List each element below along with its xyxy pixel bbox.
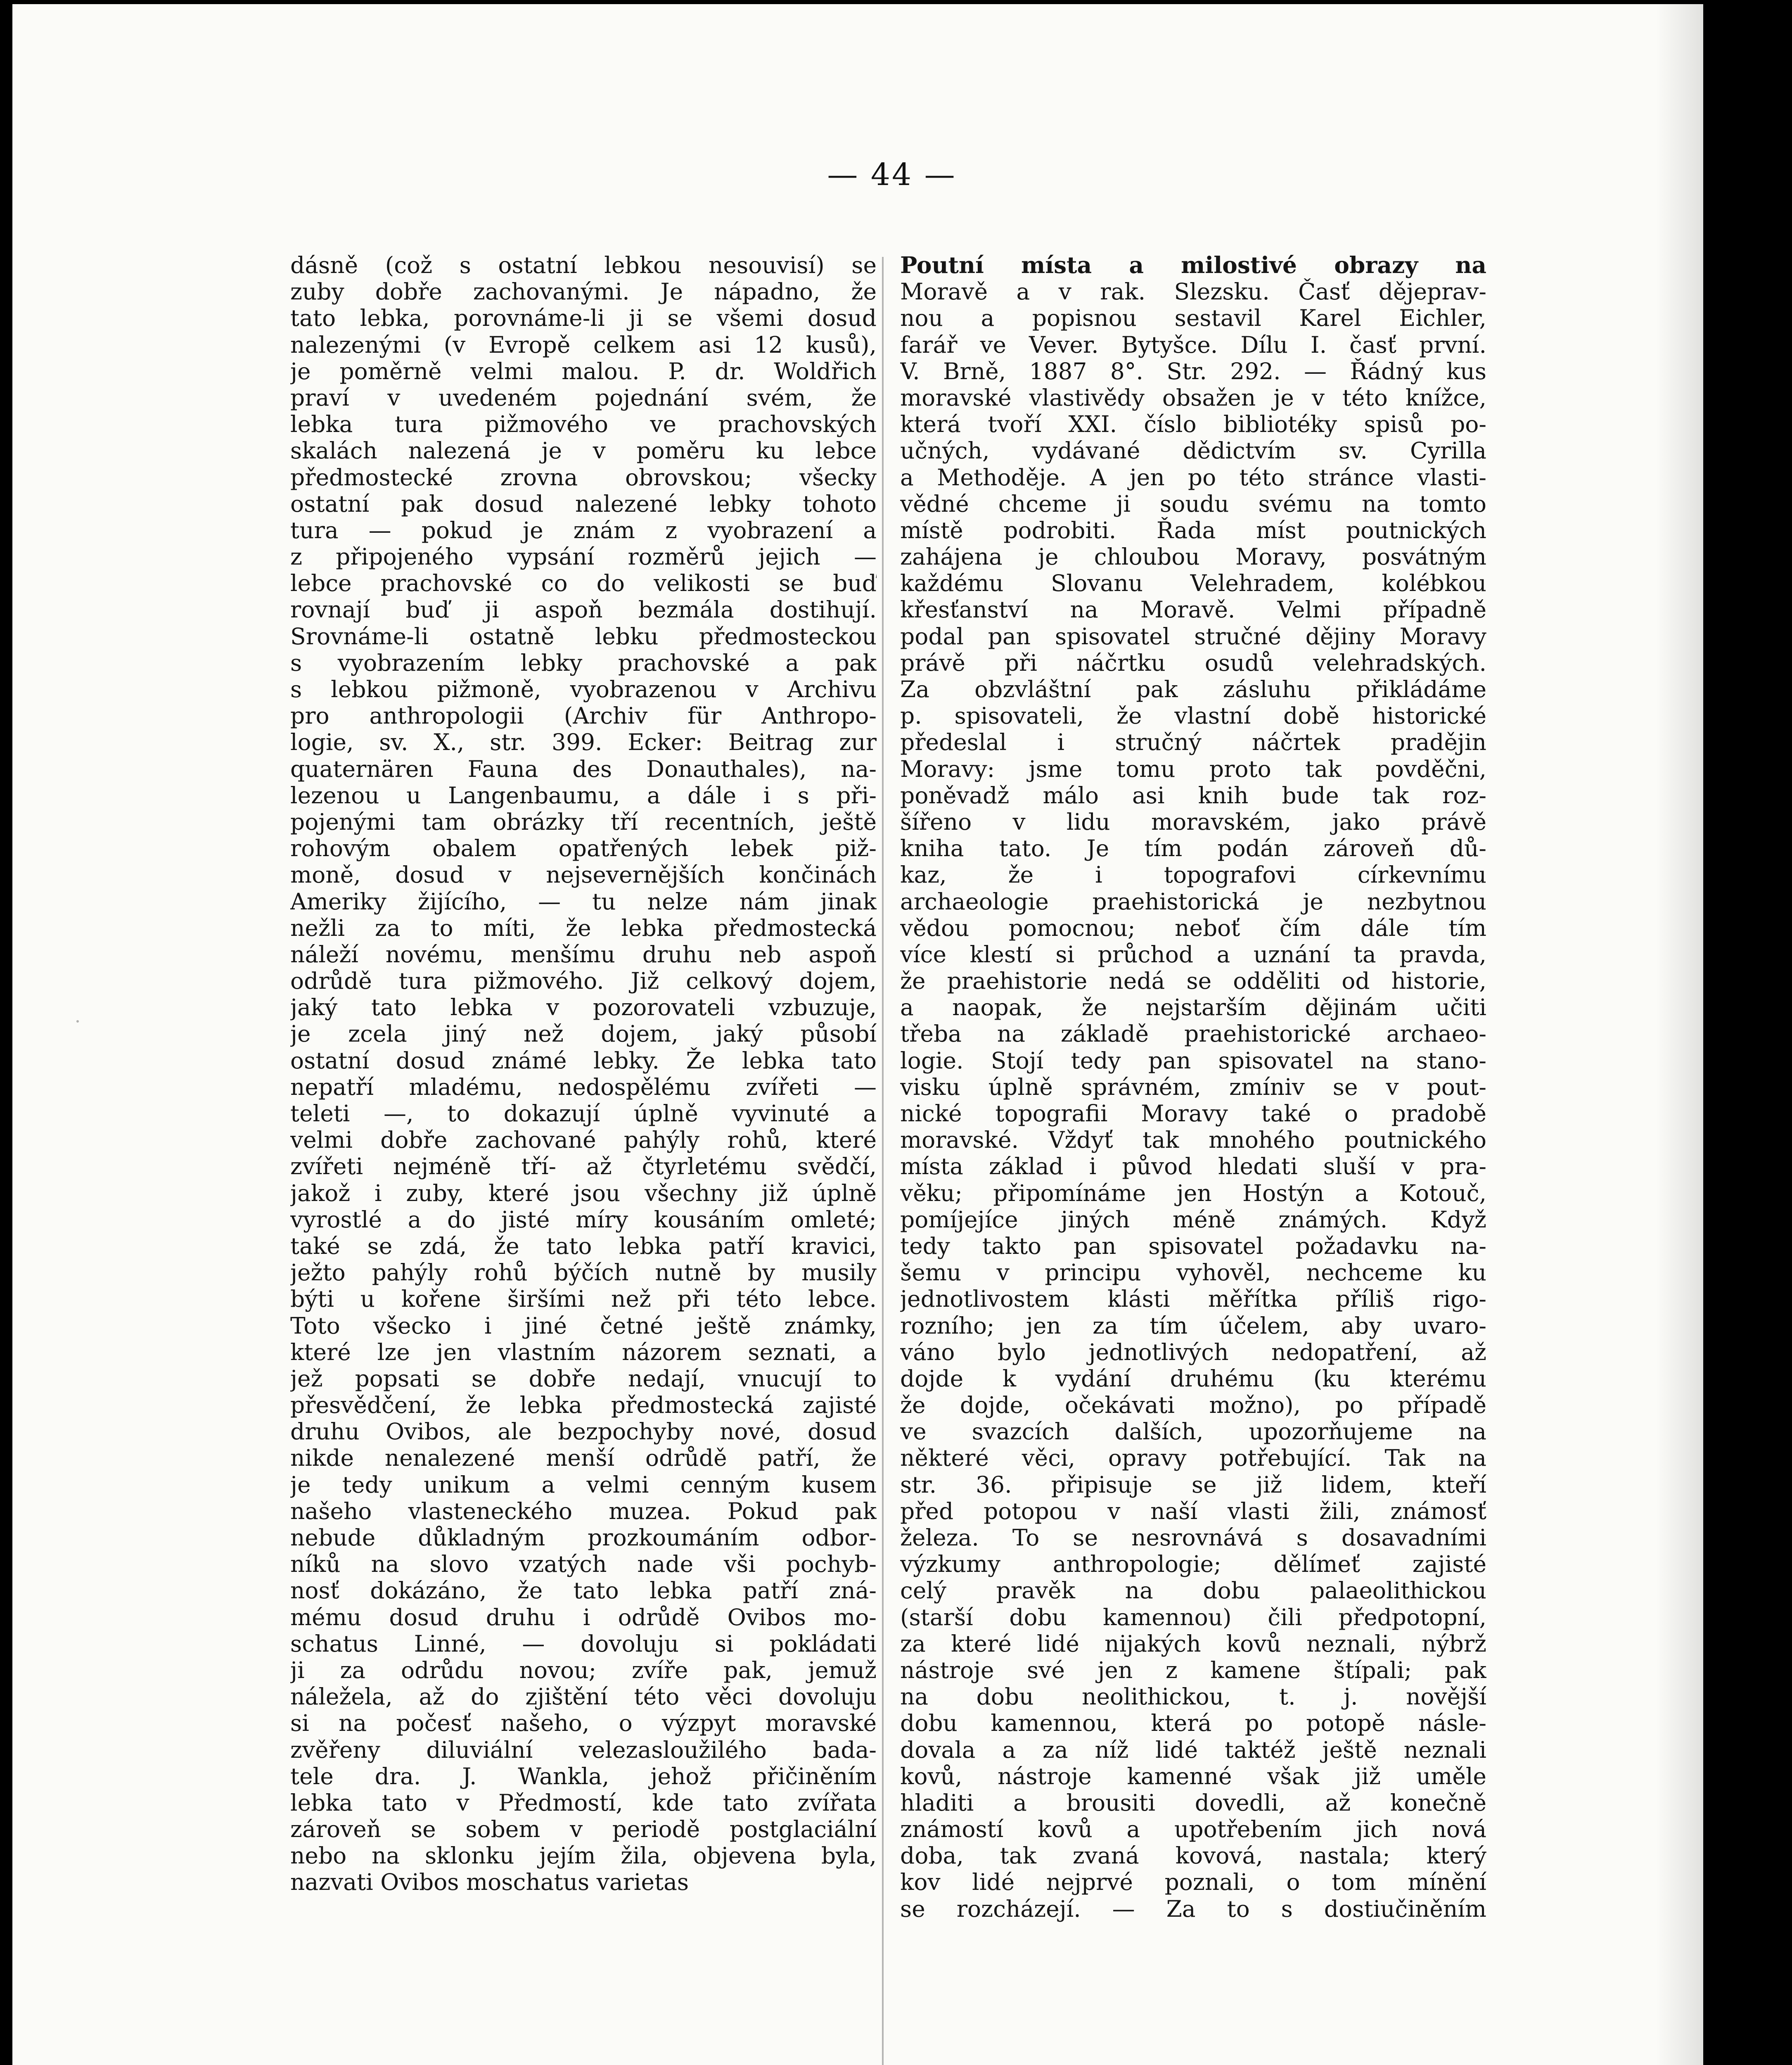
left-text-line: jež popsati se dobře nedají, vnucují to	[290, 1365, 877, 1392]
left-text-line: moně, dosud v nejsevernějších končinách	[290, 862, 877, 888]
right-text-line: která tvoří XXI. číslo bibliotéky spisů po-	[900, 411, 1486, 438]
right-text-line: Moravě a v rak. Slezsku. Časť dějeprav-	[900, 278, 1486, 305]
page-number: — 44 —	[827, 157, 957, 192]
right-text-line: Za obzvláštní pak zásluhu přikládáme	[900, 676, 1486, 703]
print-speck	[1317, 417, 1320, 420]
right-text-line: celý pravěk na dobu palaeolithickou	[900, 1577, 1486, 1604]
right-text-line: moravské. Vždyť tak mnohého poutnického	[900, 1127, 1486, 1154]
left-text-line: Ameriky žijícího, — tu nelze nám jinak	[290, 888, 877, 915]
left-text-line: náležela, až do zjištění této věci dovoluju	[290, 1683, 877, 1710]
left-text-line: jaký tato lebka v pozorovateli vzbuzuje,	[290, 994, 877, 1021]
right-text-line: podal pan spisovatel stručné dějiny Moravy	[900, 623, 1486, 650]
left-text-line: přesvědčení, že lebka předmostecká zajisté	[290, 1392, 877, 1419]
right-text-line: doba, tak zvaná kovová, nastala; který	[900, 1842, 1486, 1869]
left-text-line: druhu Ovibos, ale bezpochyby nové, dosud	[290, 1418, 877, 1445]
left-text-line: pojenými tam obrázky tří recentních, ještě	[290, 808, 877, 835]
right-text-line: a Methoděje. A jen po této stránce vlasti-	[900, 464, 1486, 491]
left-text-line: zvěřeny diluviální velezasloužilého bada-	[290, 1736, 877, 1763]
right-text-line: poněvadž málo asi knih bude tak roz-	[900, 782, 1486, 809]
right-text-line: tedy takto pan spisovatel požadavku na-	[900, 1232, 1486, 1259]
left-text-line: tura — pokud je znám z vyobrazení a	[290, 517, 877, 544]
left-text-line: pro anthropologii (Archiv für Anthropo-	[290, 703, 877, 729]
left-text-line: předmostecké zrovna obrovskou; všecky	[290, 464, 877, 491]
right-text-line: že dojde, očekávati možno), po případě	[900, 1392, 1486, 1419]
left-text-line: si na počesť našeho, o výzpyt moravské	[290, 1710, 877, 1737]
right-text-line: kov lidé nejprvé poznali, o tom mínění	[900, 1869, 1486, 1896]
right-text-line: šemu v principu vyhověl, nechceme ku	[900, 1259, 1486, 1286]
right-text-line: věku; připomínáme jen Hostýn a Kotouč,	[900, 1180, 1486, 1206]
left-text-line: quaternären Fauna des Donauthales), na-	[290, 755, 877, 782]
right-text-line: že praehistorie nedá se odděliti od historie,	[900, 968, 1486, 995]
right-text-line: vědné chceme ji soudu svému na tomto	[900, 490, 1486, 517]
right-text-line: nické topografii Moravy také o pradobě	[900, 1100, 1486, 1127]
print-speck	[76, 1020, 79, 1023]
right-text-line: výzkumy anthropologie; dělímeť zajisté	[900, 1551, 1486, 1578]
left-text-line: nebo na sklonku jejím žila, objevena byla,	[290, 1842, 877, 1869]
right-text-line: předeslal i stručný náčrtek pradějin	[900, 729, 1486, 756]
left-text-line: je zcela jiný než dojem, jaký působí	[290, 1021, 877, 1047]
right-text-line: šířeno v lidu moravském, jako právě	[900, 808, 1486, 835]
left-text-line: s lebkou pižmoně, vyobrazenou v Archivu	[290, 676, 877, 703]
right-text-line: farář ve Vever. Bytyšce. Dílu I. časť první.	[900, 331, 1486, 358]
left-text-line: velmi dobře zachované pahýly rohů, které	[290, 1127, 877, 1154]
left-text-line: tato lebka, porovnáme-li ji se všemi dosud	[290, 305, 877, 332]
right-text-line: kovů, nástroje kamenné však již uměle	[900, 1763, 1486, 1790]
left-text-line: nosť dokázáno, že tato lebka patří zná-	[290, 1577, 877, 1604]
right-text-line: učných, vydávané dědictvím sv. Cyrilla	[900, 437, 1486, 464]
right-text-line: některé věci, opravy potřebující. Tak na	[900, 1445, 1486, 1472]
right-text-line: logie. Stojí tedy pan spisovatel na stano-	[900, 1047, 1486, 1074]
left-text-line: schatus Linné, — dovoluju si pokládati	[290, 1630, 877, 1657]
left-text-line: našeho vlasteneckého muzea. Pokud pak	[290, 1498, 877, 1524]
right-text-line: každému Slovanu Velehradem, kolébkou	[900, 570, 1486, 597]
page-fold-shadow	[1656, 4, 1703, 2065]
right-text-line: nástroje své jen z kamene štípali; pak	[900, 1657, 1486, 1683]
left-text-line: je tedy unikum a velmi cenným kusem	[290, 1471, 877, 1498]
left-text-line: lebka tato v Předmostí, kde tato zvířata	[290, 1789, 877, 1816]
left-text-line: níků na slovo vzatých nade vši pochyb-	[290, 1551, 877, 1578]
right-text-line: za které lidé nijakých kovů neznali, nýbrž	[900, 1630, 1486, 1657]
right-text-line: visku úplně správném, zmíniv se v pout-	[900, 1073, 1486, 1100]
left-text-line: nazvati Ovibos moschatus varietas	[290, 1869, 689, 1896]
right-text-line: váno bylo jednotlivých nedopatření, až	[900, 1339, 1486, 1365]
right-text-line: archaeologie praehistorická je nezbytnou	[900, 888, 1486, 915]
right-text-line: právě při náčrtku osudů velehradských.	[900, 649, 1486, 676]
right-text-line: křesťanství na Moravě. Velmi případně	[900, 596, 1486, 623]
left-text-line: ji za odrůdu novou; zvíře pak, jemuž	[290, 1657, 877, 1683]
left-text-line: lebka tura pižmového ve prachovských	[290, 411, 877, 438]
right-text-line: více klestí si průchod a uznání ta pravda,	[900, 941, 1486, 968]
right-text-column	[900, 252, 1486, 2065]
right-text-line: V. Brně, 1887 8°. Str. 292. — Řádný kus	[900, 358, 1486, 385]
left-text-line: nikde nenalezené menší odrůdě patří, že	[290, 1445, 877, 1472]
right-text-line: známostí kovů a upotřebením jich nová	[900, 1816, 1486, 1843]
left-text-line: zároveň se sobem v periodě postglaciální	[290, 1816, 877, 1843]
right-text-line: nou a popisnou sestavil Karel Eichler,	[900, 305, 1486, 332]
left-text-line: které lze jen vlastním názorem seznati, a	[290, 1339, 877, 1365]
left-text-line: vyrostlé a do jisté míry kousáním omleté;	[290, 1206, 877, 1233]
right-text-line: ve svazcích dalších, upozorňujeme na	[900, 1418, 1486, 1445]
right-text-line: na dobu neolithickou, t. j. novější	[900, 1683, 1486, 1710]
left-text-line: rohovým obalem opatřených lebek piž-	[290, 835, 877, 862]
right-text-line: vědou pomocnou; neboť čím dále tím	[900, 914, 1486, 941]
right-text-line: dovala a za níž lidé taktéž ještě neznali	[900, 1736, 1486, 1763]
left-text-line: Srovnáme-li ostatně lebku předmosteckou	[290, 623, 877, 650]
left-text-line: býti u kořene širšími než při této lebce.	[290, 1286, 877, 1313]
right-text-line: moravské vlastivědy obsažen je v této knížce,	[900, 384, 1486, 411]
right-text-line: kniha tato. Je tím podán zároveň dů-	[900, 835, 1486, 862]
left-text-line: logie, sv. X., str. 399. Ecker: Beitrag zur	[290, 729, 877, 756]
right-text-line: rozního; jen za tím účelem, aby uvaro-	[900, 1312, 1486, 1339]
right-text-line: p. spisovateli, že vlastní době historické	[900, 703, 1486, 729]
right-text-line: (starší dobu kamennou) čili předpotopní,	[900, 1604, 1486, 1631]
left-text-line: mému dosud druhu i odrůdě Ovibos mo-	[290, 1604, 877, 1631]
right-text-line: před potopou v naší vlasti žili, známosť	[900, 1498, 1486, 1524]
left-text-line: také se zdá, že tato lebka patří kravici,	[290, 1232, 877, 1259]
left-text-line: lezenou u Langenbaumu, a dále i s při-	[290, 782, 877, 809]
left-text-line: praví v uvedeném pojednání svém, že	[290, 384, 877, 411]
right-text-line: třeba na základě praehistorické archaeo-	[900, 1021, 1486, 1047]
left-text-line: náleží novému, menšímu druhu neb aspoň	[290, 941, 877, 968]
left-text-line: skalách nalezená je v poměru ku lebce	[290, 437, 877, 464]
left-text-line: nebude důkladným prozkoumáním odbor-	[290, 1524, 877, 1551]
right-text-line: dojde k vydání druhému (ku kterému	[900, 1365, 1486, 1392]
left-text-line: ostatní pak dosud nalezené lebky tohoto	[290, 490, 877, 517]
left-text-line: ostatní dosud známé lebky. Že lebka tato	[290, 1047, 877, 1074]
right-text-line: železa. To se nesrovnává s dosavadními	[900, 1524, 1486, 1551]
left-text-line: teleti —, to dokazují úplně vyvinuté a	[290, 1100, 877, 1127]
left-text-line: nalezenými (v Evropě celkem asi 12 kusů),	[290, 331, 877, 358]
right-text-line: Moravy: jsme tomu proto tak povděčni,	[900, 755, 1486, 782]
column-divider	[882, 257, 884, 2065]
left-text-column	[290, 252, 877, 2065]
right-text-line: str. 36. připisuje se již lidem, kteří	[900, 1471, 1486, 1498]
right-text-line	[900, 1922, 1486, 1949]
left-text-line: lebce prachovské co do velikosti se buď	[290, 570, 877, 597]
left-text-line: dásně (což s ostatní lebkou nesouvisí) se	[290, 252, 877, 278]
left-text-line: nežli za to míti, že lebka předmostecká	[290, 914, 877, 941]
right-text-line: zahájena je chloubou Moravy, posvátným	[900, 544, 1486, 570]
right-text-line: kaz, že i topografovi církevnímu	[900, 862, 1486, 888]
right-text-line: jednotlivostem klásti měřítka příliš rigo-	[900, 1286, 1486, 1313]
left-text-line: je poměrně velmi malou. P. dr. Woldřich	[290, 358, 877, 385]
left-text-line: zuby dobře zachovanými. Je nápadno, že	[290, 278, 877, 305]
review-heading-line: Poutní místa a milostivé obrazy na	[900, 252, 1486, 278]
left-text-line: zvířeti nejméně tří- až čtyrletému svědčí,	[290, 1153, 877, 1180]
left-text-line: Toto všecko i jiné četné ještě známky,	[290, 1312, 877, 1339]
right-text-line: místa základ i původ hledati sluší v pra-	[900, 1153, 1486, 1180]
right-text-line: se rozcházejí. — Za to s dostiučiněním	[900, 1895, 1486, 1922]
left-text-line: nepatří mladému, nedospělému zvířeti —	[290, 1073, 877, 1100]
right-text-line: a naopak, že nejstarším dějinám učiti	[900, 994, 1486, 1021]
page-edge-shadow	[1703, 0, 1792, 2065]
left-text-line: tele dra. J. Wankla, jehož přičiněním	[290, 1763, 877, 1790]
left-text-line: jakož i zuby, které jsou všechny již úplně	[290, 1180, 877, 1206]
right-text-line: místě podrobiti. Řada míst poutnických	[900, 517, 1486, 544]
right-text-line: dobu kamennou, která po potopě násle-	[900, 1710, 1486, 1737]
left-text-line: ježto pahýly rohů býčích nutně by musily	[290, 1259, 877, 1286]
right-text-line: hladiti a brousiti dovedli, až konečně	[900, 1789, 1486, 1816]
left-text-line: z připojeného vypsání rozměrů jejich —	[290, 544, 877, 570]
left-text-line: rovnají buď ji aspoň bezmála dostihují.	[290, 596, 877, 623]
left-text-line: s vyobrazením lebky prachovské a pak	[290, 649, 877, 676]
right-text-line: pomíjejíce jiných méně známých. Když	[900, 1206, 1486, 1233]
left-text-line: odrůdě tura pižmového. Již celkový dojem,	[290, 968, 877, 995]
